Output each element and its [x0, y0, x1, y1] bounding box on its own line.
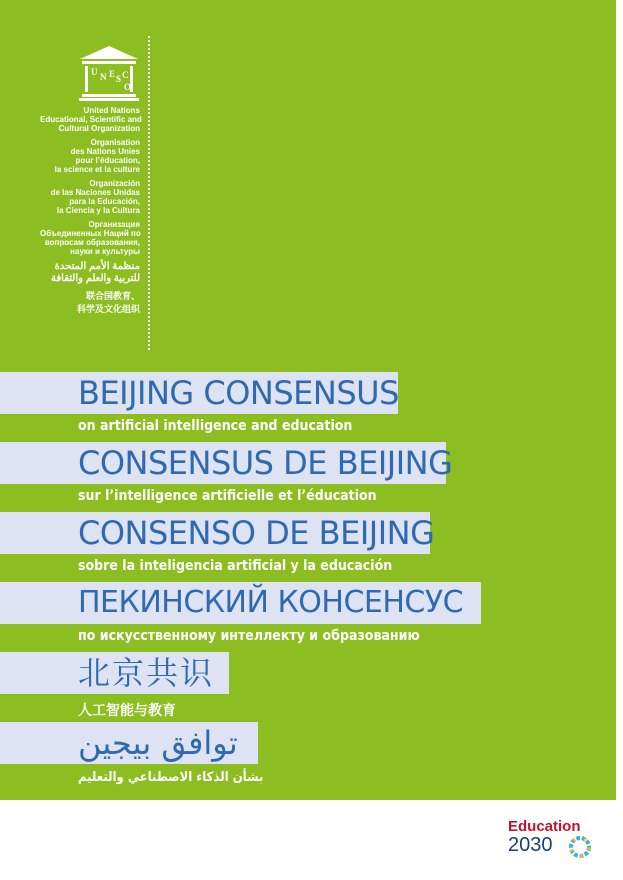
- subtitle-arabic: بشأن الذكاء الاصطناعي والتعليم: [78, 770, 264, 785]
- name-spanish: Organización de las Naciones Unidas para la Educación, la Ciencia y la Cultura: [50, 179, 140, 215]
- education-word: Education: [508, 818, 581, 835]
- name-french: Organisation des Nations Unies pour l’éducation, la science et la culture: [54, 138, 140, 174]
- unesco-logo-letter: C: [122, 70, 129, 80]
- title-chinese: 北京共识: [78, 654, 215, 692]
- subtitle-russian: по искусственному интеллекту и образованию: [78, 628, 420, 644]
- education-year: 2030: [508, 834, 553, 856]
- title-russian: ПЕКИНСКИЙ КОНСЕНСУС: [78, 585, 464, 620]
- name-arabic: منظمة الأمم المتحدة للتربية والعلم والثقافة: [51, 261, 140, 284]
- title-arabic: توافق بيجين: [78, 724, 238, 762]
- title-french: CONSENSUS DE BEIJING: [78, 444, 453, 482]
- unesco-temple-logo: [78, 44, 140, 102]
- sdg-wheel-icon: [569, 836, 591, 858]
- unesco-logo-letter: N: [100, 72, 107, 82]
- unesco-logo-letter: O: [124, 82, 132, 92]
- title-spanish: CONSENSO DE BEIJING: [78, 514, 435, 552]
- name-english: United Nations Educational, Scientific and Cultural Organization: [40, 106, 142, 133]
- name-chinese: 联合国教育、 科学及文化组织: [76, 291, 140, 314]
- subtitle-spanish: sobre la inteligencia artificial y la educación: [78, 558, 393, 574]
- name-russian: Организация Объединенных Наций по вопросам образования, науки и культуры: [40, 220, 141, 256]
- page-edge: [616, 0, 623, 880]
- unesco-logo-letter: U: [91, 67, 98, 77]
- dotted-divider: [148, 36, 150, 350]
- unesco-logo-letter: E: [109, 69, 116, 79]
- subtitle-french: sur l’intelligence artificielle et l’éducation: [78, 488, 377, 504]
- education-2030-logo: [508, 818, 598, 860]
- unesco-logo-letter: S: [116, 74, 122, 84]
- subtitle-chinese: 人工智能与教育: [78, 703, 176, 719]
- unesco-name-block: [40, 106, 140, 321]
- title-english: BEIJING CONSENSUS: [78, 374, 399, 412]
- subtitle-english: on artificial intelligence and education: [78, 418, 353, 434]
